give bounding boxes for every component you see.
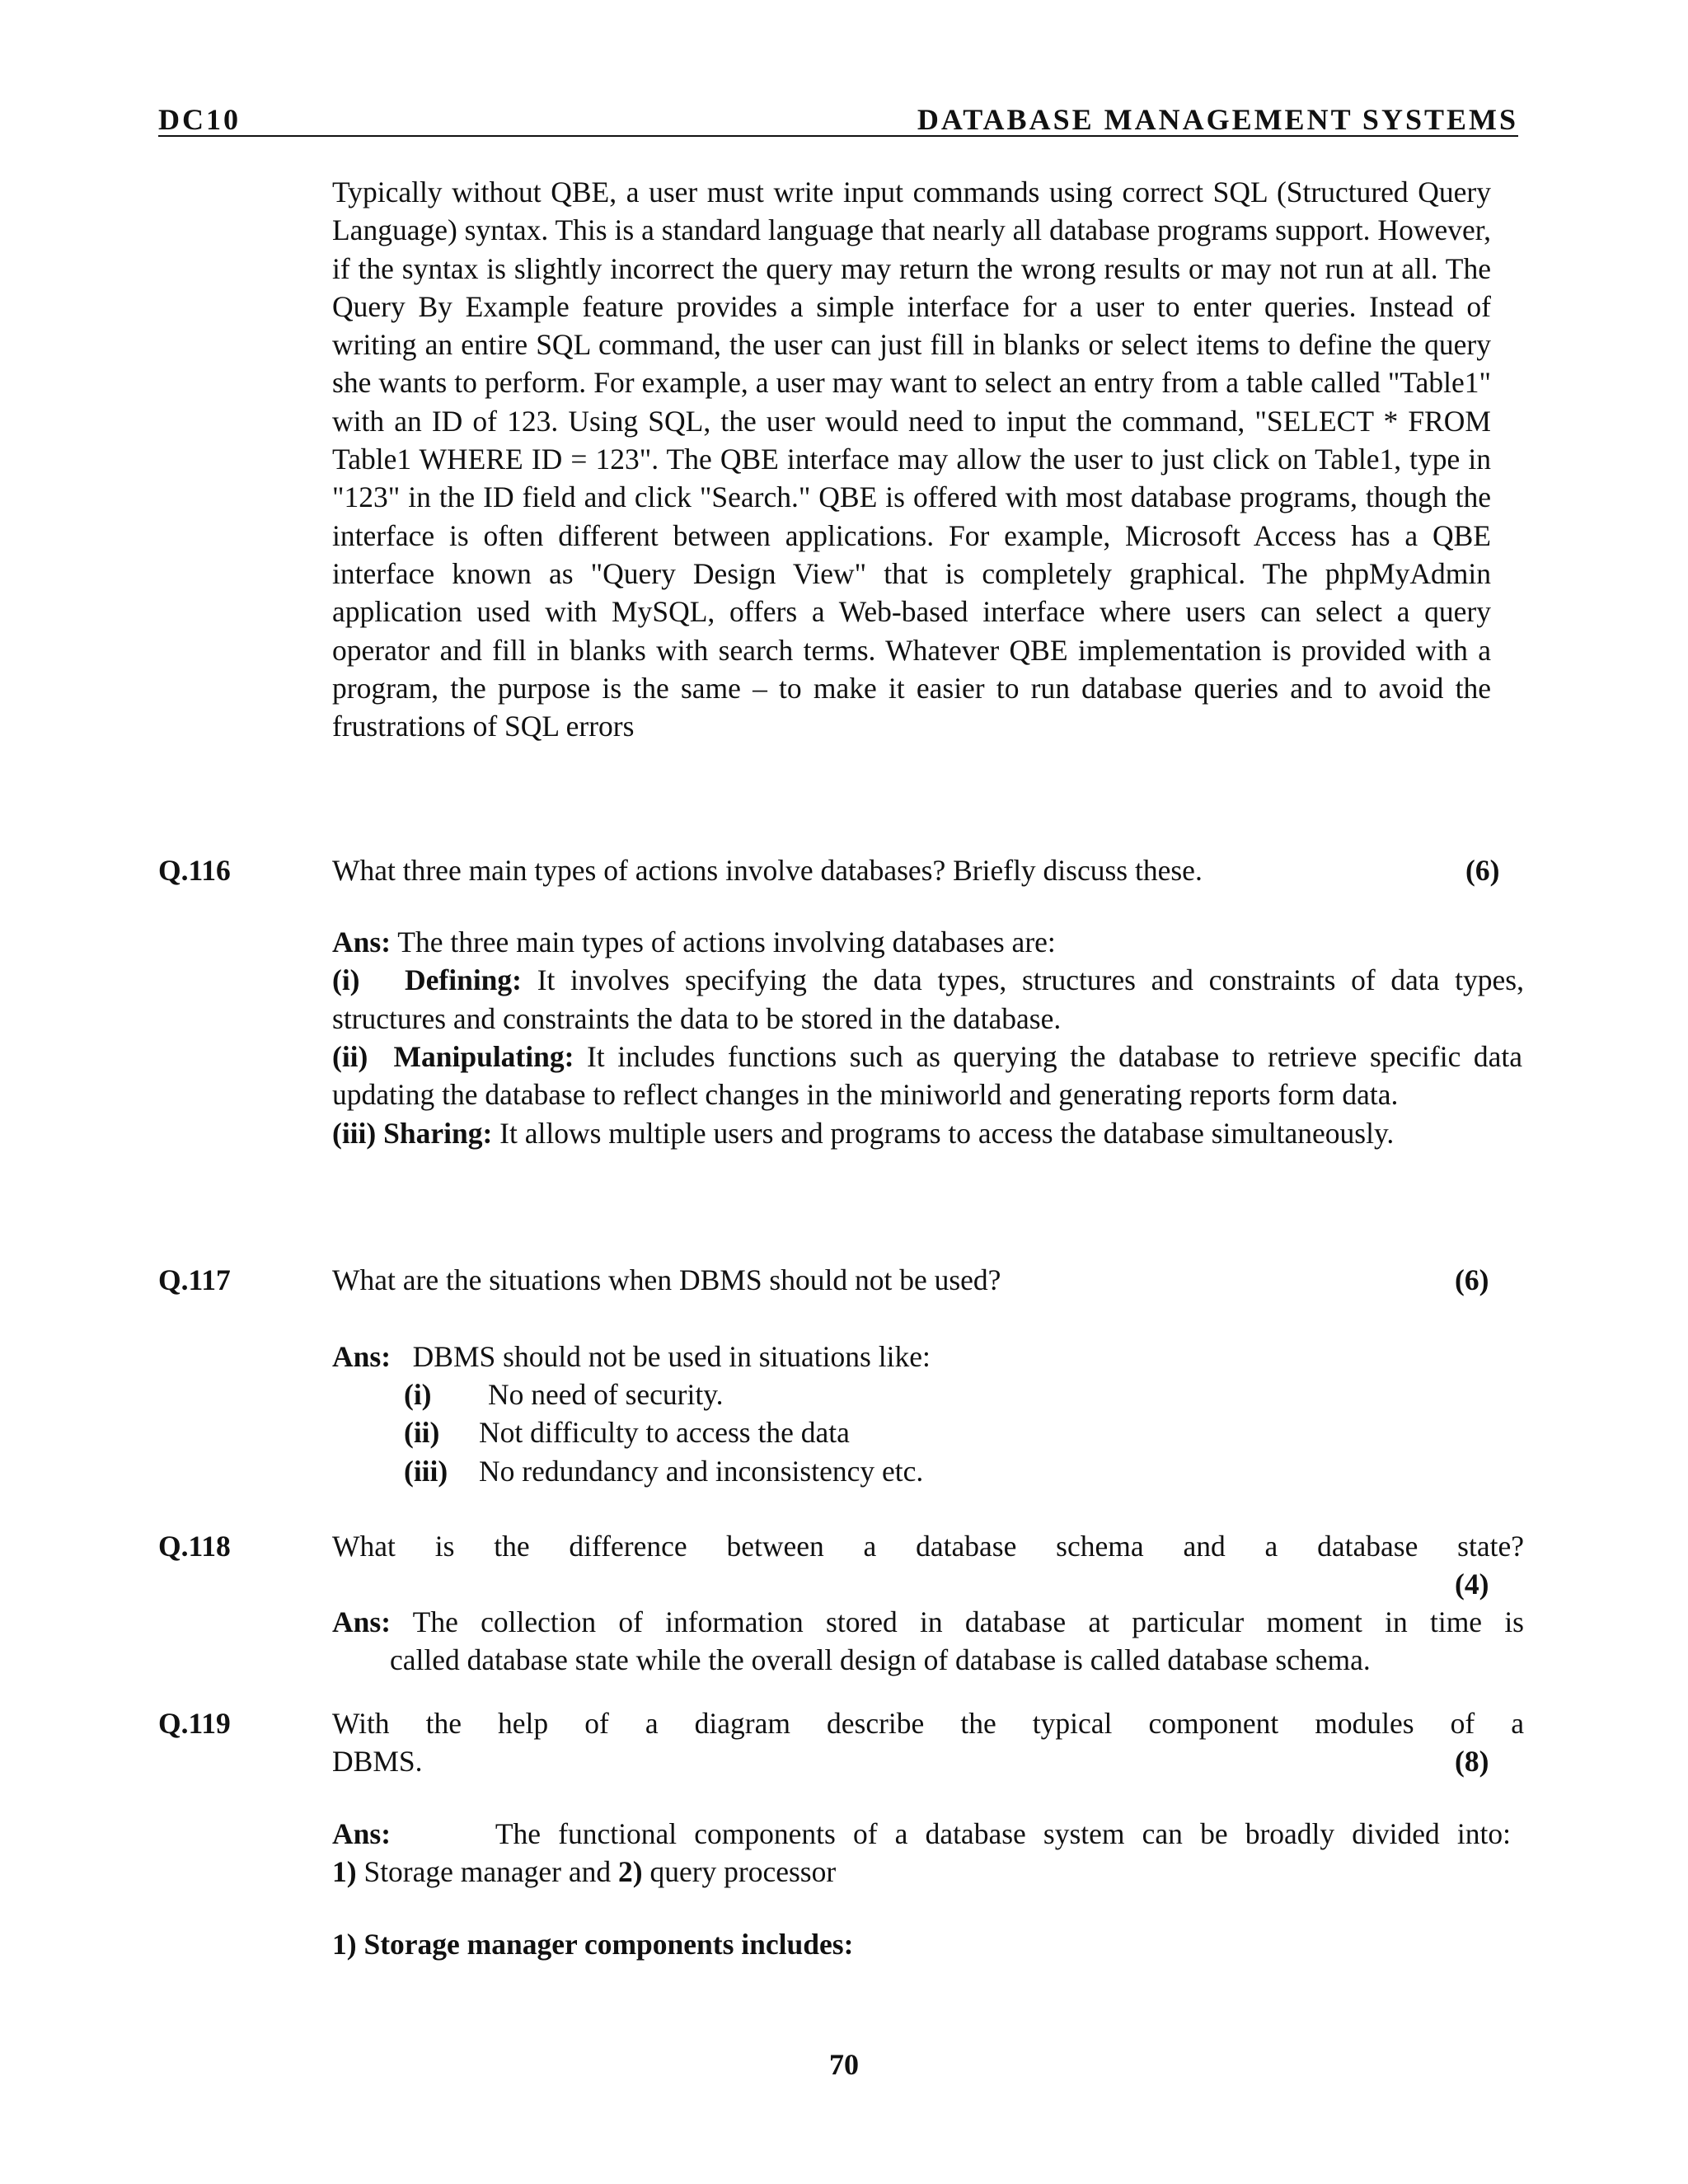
list-item: (i) Defining: It involves specifying the data types, structures and constraints of data types, structures and constraints the data to be stored in the database. [332, 963, 1524, 1035]
answer-label: Ans: [332, 926, 392, 958]
question-text: What three main types of actions involve databases? Briefly discuss these. [332, 854, 1203, 887]
intro-paragraph: Typically without QBE, a user must write input commands using correct SQL (Structured Query Language) syntax. This is a standard language that nearly all database programs support. However, if the syntax is slightly incorrect the query may return the wrong results or may not run at all. The Query By Example feature provides a simple interface for a user to enter queries. Instead of writing an entire SQL command, the user can just fill in blanks or select items to define the query she wants to perform. For example, a user may want to select an entry from a table called "Table1" with an ID of 123. Using SQL, the user would need to input the command, "SELECT * FROM Table1 WHERE ID = 123". The QBE interface may allow the user to just click on Table1, type in "123" in the ID field and click "Search." QBE is offered with most database programs, though the interface is often different between applications. For example, Microsoft Access has a QBE interface known as "Query Design View" that is completely graphical. The phpMyAdmin application used with MySQL, offers a Web-based interface where users can select a query operator and fill in blanks with search terms. Whatever QBE implementation is provided with a program, the purpose is the same – to make it easier to run database queries and to avoid the frustrations of SQL errors [332, 176, 1491, 743]
question-text: What are the situations when DBMS should not be used? [332, 1263, 1001, 1296]
answer-intro: DBMS should not be used in situations like: [412, 1340, 931, 1373]
page-header [158, 99, 1518, 137]
answer-item-block [332, 1038, 1522, 1152]
section-subheading: 1) Storage manager components includes: [332, 1928, 854, 1961]
answer-intro: The three main types of actions involving databases are: [391, 926, 1056, 958]
list-item: (i) No need of security. [404, 1378, 724, 1411]
question-marks: (6) [1455, 1263, 1489, 1296]
answer-block [332, 1338, 1524, 1376]
answer-label: Ans: [332, 1817, 392, 1850]
page-title: DATABASE MANAGEMENT SYSTEMS [917, 103, 1518, 136]
course-code: DC10 [158, 103, 241, 136]
answer-block [332, 923, 1524, 1038]
question-marks: (4) [1455, 1568, 1489, 1601]
list-item: (iii) No redundancy and inconsistency etc. [404, 1454, 924, 1488]
question-text: What is the difference between a database schema and a database state? [332, 1530, 1524, 1563]
list-item: (iii) Sharing: It allows multiple users and programs to access the database simultaneously. [332, 1116, 1395, 1150]
question-label: Q.116 [158, 854, 231, 887]
answer-block: Ans: The collection of information stored in database at particular moment in time is called database state while the overall design of database is called database schema. [332, 1605, 1524, 1677]
answer-label: Ans: [332, 1605, 392, 1638]
question-marks: (8) [1455, 1745, 1489, 1778]
question-text: With the help of a diagram describe the typical component modules of a DBMS. [332, 1707, 1524, 1778]
list-item: (ii) Manipulating: It includes functions such as querying the database to retrieve specific data updating the database to reflect changes in the miniworld and generating reports form data. [332, 1040, 1523, 1112]
answer-block: Ans: The functional components of a database system can be broadly divided into: 1) Storage manager and 2) query processor [332, 1817, 1512, 1889]
question-label: Q.118 [158, 1530, 231, 1563]
page-number: 70 [829, 2048, 859, 2081]
question-label: Q.117 [158, 1263, 231, 1296]
answer-list [404, 1376, 923, 1490]
answer-label: Ans: [332, 1340, 392, 1373]
question-marks: (6) [1465, 854, 1500, 887]
list-item: (ii) Not difficulty to access the data [404, 1416, 850, 1450]
question-label: Q.119 [158, 1707, 231, 1740]
